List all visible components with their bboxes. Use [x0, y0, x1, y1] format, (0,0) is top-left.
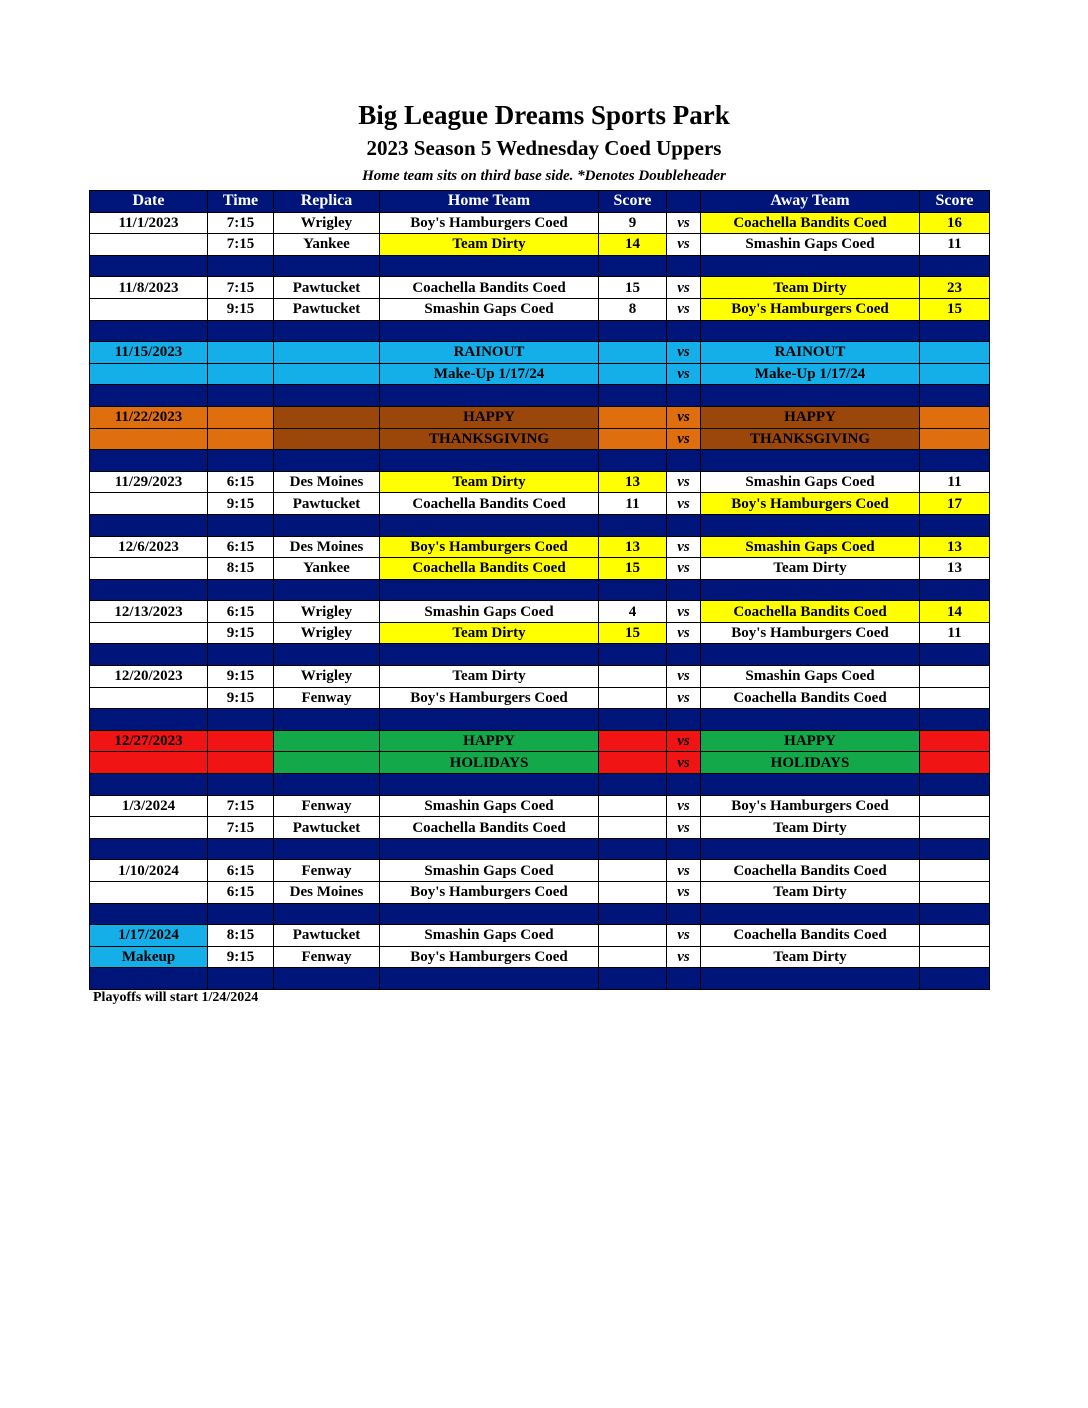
date-cell [90, 622, 208, 644]
away-team-cell: Coachella Bandits Coed [701, 925, 920, 947]
away-score-cell: 23 [920, 277, 990, 299]
away-score-cell [920, 666, 990, 688]
home-team-cell: HAPPY [380, 406, 599, 428]
header-home-score: Score [599, 191, 667, 213]
replica-cell: Yankee [274, 234, 380, 256]
date-cell [90, 363, 208, 385]
date-cell [90, 882, 208, 904]
table-row [90, 212, 990, 234]
away-team-cell: Smashin Gaps Coed [701, 234, 920, 256]
replica-cell [274, 752, 380, 774]
vs-cell: vs [667, 882, 701, 904]
away-team-cell: Team Dirty [701, 558, 920, 580]
home-score-cell [599, 946, 667, 968]
table-row [90, 882, 990, 904]
home-team-cell: Smashin Gaps Coed [380, 298, 599, 320]
spacer-row [90, 255, 990, 277]
away-score-cell [920, 342, 990, 364]
away-score-cell [920, 795, 990, 817]
away-score-cell [920, 406, 990, 428]
home-team-cell: Boy's Hamburgers Coed [380, 536, 599, 558]
away-team-cell: Boy's Hamburgers Coed [701, 298, 920, 320]
home-score-cell: 15 [599, 622, 667, 644]
home-team-cell: Make-Up 1/17/24 [380, 363, 599, 385]
holiday-row [90, 406, 990, 428]
away-score-cell [920, 925, 990, 947]
vs-cell: vs [667, 925, 701, 947]
date-cell [90, 687, 208, 709]
replica-cell: Yankee [274, 558, 380, 580]
spacer-row [90, 385, 990, 407]
table-row [90, 493, 990, 515]
away-score-cell [920, 428, 990, 450]
table-row [90, 795, 990, 817]
replica-cell: Pawtucket [274, 925, 380, 947]
home-score-cell: 8 [599, 298, 667, 320]
time-cell [208, 752, 274, 774]
home-team-cell: Team Dirty [380, 622, 599, 644]
table-row [90, 558, 990, 580]
date-cell: 11/22/2023 [90, 406, 208, 428]
time-cell: 9:15 [208, 298, 274, 320]
vs-cell: vs [667, 622, 701, 644]
table-row [90, 860, 990, 882]
time-cell: 6:15 [208, 471, 274, 493]
home-team-cell: HAPPY [380, 730, 599, 752]
date-cell [90, 558, 208, 580]
home-score-cell [599, 687, 667, 709]
away-team-cell: Smashin Gaps Coed [701, 471, 920, 493]
date-cell: 12/13/2023 [90, 601, 208, 623]
away-score-cell: 16 [920, 212, 990, 234]
replica-cell: Wrigley [274, 601, 380, 623]
home-team-cell: Coachella Bandits Coed [380, 558, 599, 580]
time-cell [208, 406, 274, 428]
date-cell [90, 493, 208, 515]
holiday-row [90, 428, 990, 450]
table-row [90, 536, 990, 558]
away-team-cell: Make-Up 1/17/24 [701, 363, 920, 385]
header-away-score: Score [920, 191, 990, 213]
vs-cell: vs [667, 428, 701, 450]
time-cell: 9:15 [208, 622, 274, 644]
away-team-cell: Team Dirty [701, 882, 920, 904]
header-date: Date [90, 191, 208, 213]
replica-cell: Fenway [274, 860, 380, 882]
replica-cell [274, 730, 380, 752]
away-score-cell: 11 [920, 234, 990, 256]
spacer-row [90, 838, 990, 860]
date-cell: 11/29/2023 [90, 471, 208, 493]
replica-cell: Fenway [274, 795, 380, 817]
home-team-cell: Boy's Hamburgers Coed [380, 687, 599, 709]
table-row [90, 601, 990, 623]
table-row [90, 946, 990, 968]
time-cell: 7:15 [208, 817, 274, 839]
vs-cell: vs [667, 363, 701, 385]
date-cell: 11/1/2023 [90, 212, 208, 234]
table-row [90, 298, 990, 320]
spacer-row [90, 644, 990, 666]
away-team-cell: Boy's Hamburgers Coed [701, 493, 920, 515]
time-cell: 6:15 [208, 601, 274, 623]
away-score-cell: 11 [920, 622, 990, 644]
vs-cell: vs [667, 471, 701, 493]
replica-cell: Pawtucket [274, 298, 380, 320]
header-away-team: Away Team [701, 191, 920, 213]
away-team-cell: Team Dirty [701, 817, 920, 839]
time-cell: 7:15 [208, 234, 274, 256]
home-score-cell [599, 406, 667, 428]
home-score-cell [599, 860, 667, 882]
away-score-cell [920, 817, 990, 839]
rainout-row [90, 363, 990, 385]
away-score-cell [920, 363, 990, 385]
home-score-cell: 15 [599, 558, 667, 580]
date-cell [90, 752, 208, 774]
replica-cell: Fenway [274, 946, 380, 968]
time-cell: 6:15 [208, 536, 274, 558]
time-cell [208, 363, 274, 385]
playoffs-note: Playoffs will start 1/24/2024 [93, 990, 259, 1005]
away-score-cell [920, 882, 990, 904]
date-cell: 1/3/2024 [90, 795, 208, 817]
away-score-cell [920, 730, 990, 752]
away-score-cell [920, 687, 990, 709]
vs-cell: vs [667, 298, 701, 320]
home-score-cell [599, 817, 667, 839]
away-score-cell [920, 752, 990, 774]
vs-cell: vs [667, 277, 701, 299]
replica-cell: Des Moines [274, 536, 380, 558]
holiday-row [90, 752, 990, 774]
date-cell [90, 817, 208, 839]
vs-cell: vs [667, 234, 701, 256]
away-score-cell: 14 [920, 601, 990, 623]
date-cell: 11/15/2023 [90, 342, 208, 364]
replica-cell [274, 363, 380, 385]
date-cell: 12/20/2023 [90, 666, 208, 688]
replica-cell: Pawtucket [274, 493, 380, 515]
home-team-cell: RAINOUT [380, 342, 599, 364]
home-score-cell: 9 [599, 212, 667, 234]
spacer-row [90, 903, 990, 925]
table-row [90, 687, 990, 709]
header-vs [667, 191, 701, 213]
home-team-cell: Team Dirty [380, 471, 599, 493]
vs-cell: vs [667, 946, 701, 968]
page-title: Big League Dreams Sports Park [358, 100, 730, 130]
away-team-cell: RAINOUT [701, 342, 920, 364]
replica-cell: Wrigley [274, 622, 380, 644]
replica-cell: Des Moines [274, 882, 380, 904]
away-team-cell: Team Dirty [701, 946, 920, 968]
replica-cell [274, 406, 380, 428]
replica-cell: Pawtucket [274, 817, 380, 839]
home-team-cell: Boy's Hamburgers Coed [380, 946, 599, 968]
table-header-row [90, 191, 990, 213]
away-score-cell: 17 [920, 493, 990, 515]
replica-cell: Fenway [274, 687, 380, 709]
schedule-table [89, 190, 990, 990]
home-team-cell: Team Dirty [380, 666, 599, 688]
away-team-cell: Coachella Bandits Coed [701, 687, 920, 709]
vs-cell: vs [667, 730, 701, 752]
table-row [90, 666, 990, 688]
vs-cell: vs [667, 536, 701, 558]
date-cell: Makeup [90, 946, 208, 968]
away-team-cell: Coachella Bandits Coed [701, 860, 920, 882]
away-team-cell: HOLIDAYS [701, 752, 920, 774]
vs-cell: vs [667, 493, 701, 515]
home-score-cell [599, 363, 667, 385]
time-cell: 7:15 [208, 277, 274, 299]
home-team-cell: Smashin Gaps Coed [380, 601, 599, 623]
home-team-cell: Boy's Hamburgers Coed [380, 212, 599, 234]
vs-cell: vs [667, 860, 701, 882]
vs-cell: vs [667, 342, 701, 364]
time-cell: 8:15 [208, 558, 274, 580]
replica-cell: Wrigley [274, 212, 380, 234]
date-cell [90, 298, 208, 320]
away-team-cell: Smashin Gaps Coed [701, 536, 920, 558]
table-row [90, 471, 990, 493]
vs-cell: vs [667, 795, 701, 817]
time-cell: 9:15 [208, 687, 274, 709]
home-score-cell [599, 795, 667, 817]
time-cell [208, 428, 274, 450]
time-cell: 7:15 [208, 795, 274, 817]
away-team-cell: Team Dirty [701, 277, 920, 299]
time-cell: 6:15 [208, 882, 274, 904]
time-cell: 9:15 [208, 666, 274, 688]
time-cell [208, 342, 274, 364]
time-cell [208, 730, 274, 752]
table-row [90, 277, 990, 299]
home-score-cell [599, 666, 667, 688]
page-subtitle: 2023 Season 5 Wednesday Coed Uppers [366, 136, 722, 160]
time-cell: 9:15 [208, 946, 274, 968]
home-score-cell: 14 [599, 234, 667, 256]
away-score-cell: 15 [920, 298, 990, 320]
table-row [90, 622, 990, 644]
replica-cell: Wrigley [274, 666, 380, 688]
away-score-cell: 11 [920, 471, 990, 493]
home-team-cell: Coachella Bandits Coed [380, 277, 599, 299]
away-team-cell: HAPPY [701, 730, 920, 752]
home-score-cell [599, 730, 667, 752]
home-team-cell: Smashin Gaps Coed [380, 925, 599, 947]
time-cell: 7:15 [208, 212, 274, 234]
table-row [90, 925, 990, 947]
vs-cell: vs [667, 212, 701, 234]
spacer-row [90, 579, 990, 601]
away-team-cell: THANKSGIVING [701, 428, 920, 450]
home-score-cell [599, 752, 667, 774]
home-team-cell: Coachella Bandits Coed [380, 817, 599, 839]
date-cell: 12/6/2023 [90, 536, 208, 558]
home-team-cell: THANKSGIVING [380, 428, 599, 450]
spacer-row [90, 968, 990, 990]
vs-cell: vs [667, 601, 701, 623]
date-cell: 1/17/2024 [90, 925, 208, 947]
vs-cell: vs [667, 558, 701, 580]
away-team-cell: Smashin Gaps Coed [701, 666, 920, 688]
spacer-row [90, 709, 990, 731]
spacer-row [90, 514, 990, 536]
home-team-cell: Smashin Gaps Coed [380, 860, 599, 882]
home-score-cell [599, 925, 667, 947]
rainout-row [90, 342, 990, 364]
home-team-cell: Coachella Bandits Coed [380, 493, 599, 515]
vs-cell: vs [667, 666, 701, 688]
away-score-cell: 13 [920, 536, 990, 558]
spacer-row [90, 320, 990, 342]
vs-cell: vs [667, 687, 701, 709]
vs-cell: vs [667, 817, 701, 839]
vs-cell: vs [667, 752, 701, 774]
home-score-cell: 11 [599, 493, 667, 515]
spacer-row [90, 774, 990, 796]
replica-cell: Des Moines [274, 471, 380, 493]
home-team-cell: Team Dirty [380, 234, 599, 256]
table-row [90, 234, 990, 256]
home-score-cell: 15 [599, 277, 667, 299]
away-team-cell: HAPPY [701, 406, 920, 428]
away-score-cell: 13 [920, 558, 990, 580]
away-team-cell: Coachella Bandits Coed [701, 601, 920, 623]
home-team-cell: HOLIDAYS [380, 752, 599, 774]
away-score-cell [920, 860, 990, 882]
replica-cell: Pawtucket [274, 277, 380, 299]
home-team-cell: Boy's Hamburgers Coed [380, 882, 599, 904]
away-team-cell: Boy's Hamburgers Coed [701, 795, 920, 817]
time-cell: 6:15 [208, 860, 274, 882]
away-team-cell: Boy's Hamburgers Coed [701, 622, 920, 644]
vs-cell: vs [667, 406, 701, 428]
date-cell [90, 428, 208, 450]
date-cell: 12/27/2023 [90, 730, 208, 752]
date-cell: 1/10/2024 [90, 860, 208, 882]
date-cell [90, 234, 208, 256]
away-team-cell: Coachella Bandits Coed [701, 212, 920, 234]
table-row [90, 817, 990, 839]
date-cell: 11/8/2023 [90, 277, 208, 299]
schedule-note: Home team sits on third base side. *Denotes Doubleheader [362, 168, 726, 184]
time-cell: 9:15 [208, 493, 274, 515]
holiday-row [90, 730, 990, 752]
header-time: Time [208, 191, 274, 213]
header-replica: Replica [274, 191, 380, 213]
home-score-cell [599, 882, 667, 904]
away-score-cell [920, 946, 990, 968]
home-score-cell: 13 [599, 471, 667, 493]
time-cell: 8:15 [208, 925, 274, 947]
spacer-row [90, 450, 990, 472]
home-score-cell [599, 428, 667, 450]
home-score-cell [599, 342, 667, 364]
replica-cell [274, 342, 380, 364]
header-home-team: Home Team [380, 191, 599, 213]
home-score-cell: 13 [599, 536, 667, 558]
home-team-cell: Smashin Gaps Coed [380, 795, 599, 817]
replica-cell [274, 428, 380, 450]
home-score-cell: 4 [599, 601, 667, 623]
